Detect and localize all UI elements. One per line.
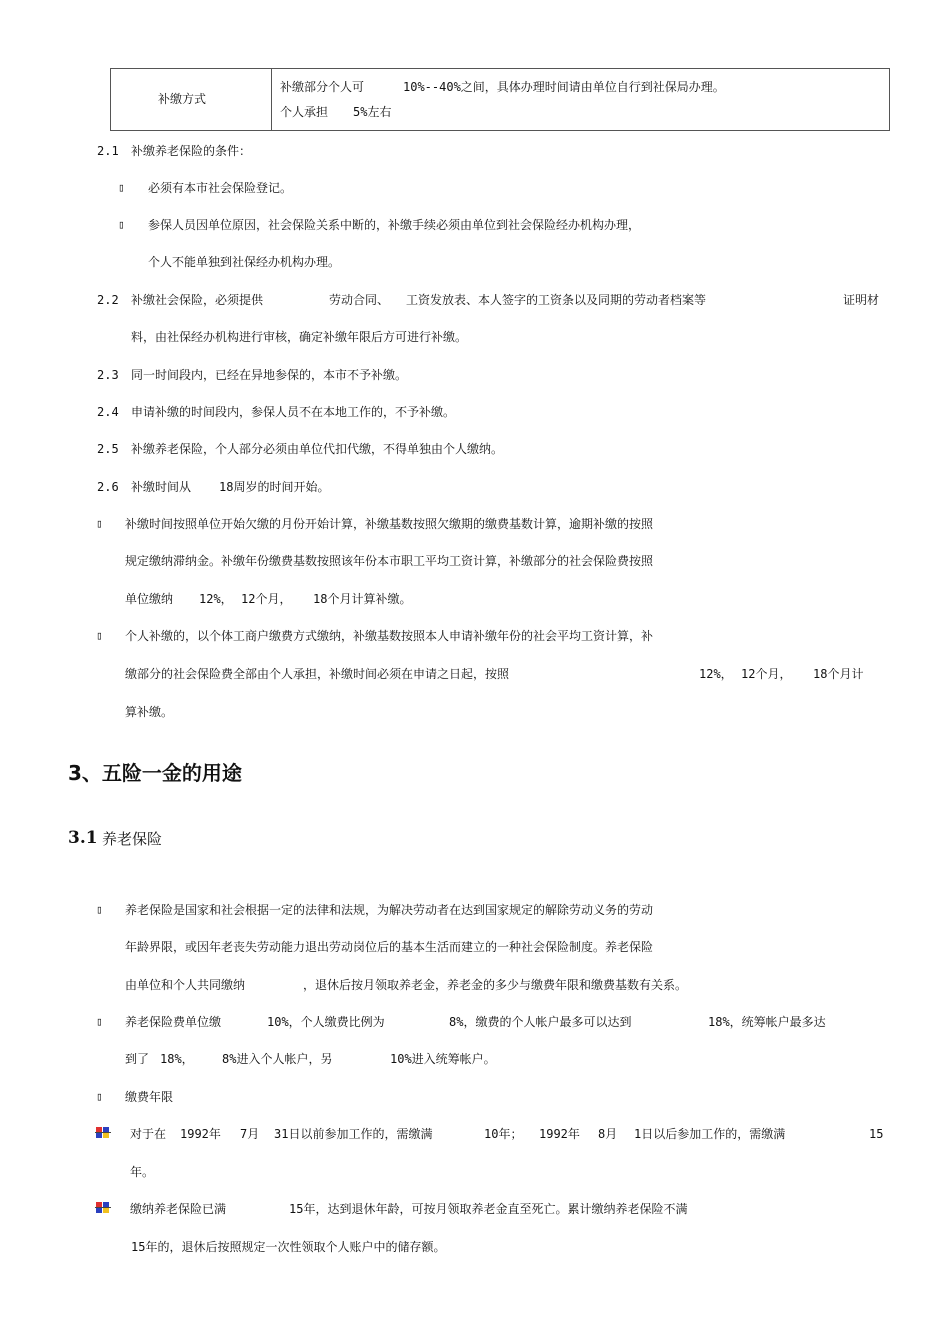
table-cell-text: 补缴部分个人可 xyxy=(280,80,365,94)
fee-table xyxy=(110,68,890,131)
section-number: 2.4 xyxy=(97,405,119,419)
section-number: 2.6 xyxy=(97,480,119,494)
paragraph-text: 年。 xyxy=(130,1165,155,1179)
table-cell-text: 10%--40%之间，具体办理时间请由单位自行到社保局办理。 xyxy=(403,80,725,94)
list-item: 参保人员因单位原因，社会保险关系中断的，补缴手续必须由单位到社会保险经办机构办理， xyxy=(148,218,641,232)
square-bullet-icon: ▯ xyxy=(96,903,103,916)
paragraph-text: 单位缴纳 xyxy=(125,592,174,606)
flag-bullet-icon xyxy=(95,1126,111,1140)
paragraph-text: 补缴社会保险，必须提供 xyxy=(131,293,264,307)
paragraph-text: ，退休后按月领取养老金，养老金的多少与缴费年限和缴费基数有关系。 xyxy=(303,978,688,992)
paragraph-text: 补缴时间从 xyxy=(131,480,192,494)
paragraph-text: 申请补缴的时间段内，参保人员不在本地工作的，不予补缴。 xyxy=(131,405,456,419)
paragraph-text: 养老保险费单位缴 xyxy=(125,1015,222,1029)
section-number: 2.3 xyxy=(97,368,119,382)
square-bullet-icon: ▯ xyxy=(118,218,125,231)
paragraph-text: 1992年 xyxy=(180,1127,221,1141)
list-item: 个人不能单独到社保经办机构办理。 xyxy=(148,255,341,269)
paragraph-text: 缴纳养老保险已满 xyxy=(130,1202,227,1216)
paragraph-text: 补缴养老保险，个人部分必须由单位代扣代缴，不得单独由个人缴纳。 xyxy=(131,442,504,456)
list-item: 必须有本市社会保险登记。 xyxy=(148,181,293,195)
section-title: 补缴养老保险的条件： xyxy=(131,144,252,158)
square-bullet-icon: ▯ xyxy=(96,1090,103,1103)
section-heading: 养老保险 xyxy=(102,830,163,848)
square-bullet-icon: ▯ xyxy=(96,517,103,530)
paragraph-text: 工资发放表、本人签字的工资条以及同期的劳动者档案等 xyxy=(406,293,707,307)
paragraph-text: 补缴时间按照单位开始欠缴的月份开始计算，补缴基数按照欠缴期的缴费基数计算，逾期补缴的按照 xyxy=(125,517,654,531)
paragraph-text: 18%，统筹帐户最多达 xyxy=(708,1015,826,1029)
paragraph-text: 31日以前参加工作的，需缴满 xyxy=(274,1127,433,1141)
paragraph-text: 由单位和个人共同缴纳 xyxy=(125,978,246,992)
paragraph-text: 15 xyxy=(869,1127,884,1141)
paragraph-text: 12%， xyxy=(199,592,233,606)
paragraph-text: 对于在 xyxy=(130,1127,167,1141)
paragraph-text: 8月 xyxy=(598,1127,618,1141)
paragraph-text: 缴部分的社会保险费全部由个人承担，补缴时间必须在申请之日起，按照 xyxy=(125,667,510,681)
paragraph-text: 1992年 xyxy=(539,1127,580,1141)
paragraph-text: 10年； xyxy=(484,1127,523,1141)
paragraph-text: 证明材 xyxy=(843,293,880,307)
table-divider xyxy=(271,68,272,130)
paragraph-text: 缴费年限 xyxy=(125,1090,174,1104)
paragraph-text: 年龄界限，或因年老丧失劳动能力退出劳动岗位后的基本生活而建立的一种社会保险制度。养老保险 xyxy=(125,940,654,954)
paragraph-text: 7月 xyxy=(240,1127,260,1141)
paragraph-text: 劳动合同、 xyxy=(329,293,390,307)
square-bullet-icon: ▯ xyxy=(118,181,125,194)
page-title: 3、五险一金的用途 xyxy=(68,761,242,785)
paragraph-text: 到了 xyxy=(125,1052,150,1066)
paragraph-text: 12个月， xyxy=(741,667,792,681)
table-cell-text: 个人承担 xyxy=(280,105,329,119)
paragraph-text: 18周岁的时间开始。 xyxy=(219,480,330,494)
paragraph-text: 算补缴。 xyxy=(125,705,174,719)
flag-bullet-icon xyxy=(95,1201,111,1215)
paragraph-text: 1日以后参加工作的，需缴满 xyxy=(634,1127,786,1141)
section-number: 2.1 xyxy=(97,144,119,158)
paragraph-text: 8%进入个人帐户，另 xyxy=(222,1052,333,1066)
square-bullet-icon: ▯ xyxy=(96,629,103,642)
paragraph-text: 15年的，退休后按照规定一次性领取个人账户中的储存额。 xyxy=(131,1240,446,1254)
paragraph-text: 18%， xyxy=(160,1052,194,1066)
section-number: 2.5 xyxy=(97,442,119,456)
paragraph-text: 18个月计算补缴。 xyxy=(313,592,412,606)
table-cell-text: 5%左右 xyxy=(353,105,392,119)
section-number: 2.2 xyxy=(97,293,119,307)
paragraph-text: 个人补缴的，以个体工商户缴费方式缴纳，补缴基数按照本人申请补缴年份的社会平均工资计算，补 xyxy=(125,629,654,643)
paragraph-text: 12%， xyxy=(699,667,733,681)
paragraph-text: 10%进入统筹帐户。 xyxy=(390,1052,496,1066)
square-bullet-icon: ▯ xyxy=(96,1015,103,1028)
section-heading-number: 3.1 xyxy=(68,828,98,848)
paragraph-text: 8%，缴费的个人帐户最多可以达到 xyxy=(449,1015,632,1029)
paragraph-text: 18个月计 xyxy=(813,667,864,681)
paragraph-text: 15年，达到退休年龄，可按月领取养老金直至死亡。累计缴纳养老保险不满 xyxy=(289,1202,688,1216)
paragraph-text: 同一时间段内，已经在异地参保的，本市不予补缴。 xyxy=(131,368,408,382)
paragraph-text: 规定缴纳滞纳金。补缴年份缴费基数按照该年份本市职工平均工资计算，补缴部分的社会保险费按照 xyxy=(125,554,654,568)
table-cell-label: 补缴方式 xyxy=(158,92,207,106)
paragraph-text: 10%，个人缴费比例为 xyxy=(267,1015,385,1029)
paragraph-text: 12个月， xyxy=(241,592,292,606)
paragraph-text: 料，由社保经办机构进行审核，确定补缴年限后方可进行补缴。 xyxy=(131,330,468,344)
paragraph-text: 养老保险是国家和社会根据一定的法律和法规，为解决劳动者在达到国家规定的解除劳动义务的劳动 xyxy=(125,903,654,917)
